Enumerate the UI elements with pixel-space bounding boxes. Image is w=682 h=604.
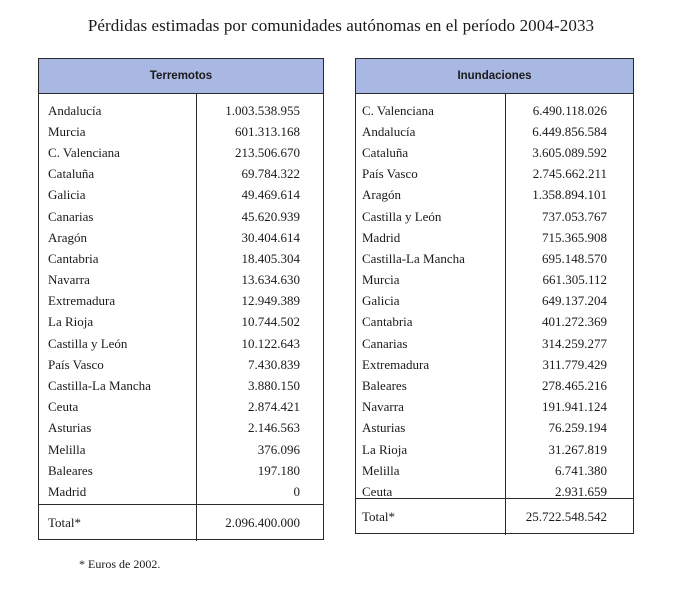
loss-value: 661.305.112 <box>542 272 607 288</box>
terremotos-header: Terremotos <box>39 59 323 94</box>
loss-value: 12.949.389 <box>241 293 300 309</box>
inundaciones-header: Inundaciones <box>356 59 633 94</box>
region-name: País Vasco <box>48 356 104 372</box>
loss-value: 6.741.380 <box>555 462 607 478</box>
region-name: Cantabria <box>48 250 99 266</box>
loss-value: 197.180 <box>257 462 300 478</box>
table-row <box>356 164 633 185</box>
table-row <box>356 185 633 206</box>
region-name: Murcia <box>48 123 86 139</box>
table-row <box>356 227 633 248</box>
table-row <box>356 248 633 269</box>
page-title: Pérdidas estimadas por comunidades autónomas en el período 2004-2033 <box>87 16 595 35</box>
terremotos-rows <box>39 94 323 503</box>
loss-value: 13.634.630 <box>241 272 300 288</box>
loss-value: 31.267.819 <box>548 441 607 457</box>
inundaciones-total-row <box>356 499 633 535</box>
region-name: Cataluña <box>48 166 95 182</box>
loss-value: 76.259.194 <box>548 420 607 436</box>
table-row <box>39 397 323 418</box>
loss-value: 45.620.939 <box>241 208 300 224</box>
column-divider <box>505 499 506 535</box>
table-row <box>39 439 323 460</box>
loss-value: 1.358.894.101 <box>532 187 607 203</box>
region-name: Madrid <box>48 483 87 499</box>
region-name: Galicia <box>48 187 86 203</box>
region-name: Baleares <box>362 378 407 394</box>
table-row <box>356 312 633 333</box>
region-name: Murcia <box>362 272 400 288</box>
loss-value: 49.469.614 <box>241 187 300 203</box>
region-name: La Rioja <box>48 314 94 330</box>
terremotos-total-row <box>39 505 323 541</box>
region-name: Cantabria <box>362 314 413 330</box>
region-name: Baleares <box>48 462 93 478</box>
total-value: 2.096.400.000 <box>225 515 300 530</box>
loss-value: 311.779.429 <box>542 356 607 372</box>
loss-value: 3.605.089.592 <box>532 144 607 160</box>
region-name: Extremadura <box>48 293 116 309</box>
region-name: Castilla-La Mancha <box>48 378 151 394</box>
loss-value: 376.096 <box>257 441 300 457</box>
table-row <box>356 375 633 396</box>
table-row <box>39 206 323 227</box>
loss-value: 2.874.421 <box>248 399 300 415</box>
terremotos-body <box>39 94 323 505</box>
region-name: Navarra <box>362 399 404 415</box>
region-name: Canarias <box>362 335 408 351</box>
table-row <box>39 227 323 248</box>
table-row <box>356 100 633 121</box>
loss-value: 278.465.216 <box>542 378 607 394</box>
loss-value: 2.931.659 <box>555 483 607 499</box>
loss-value: 6.449.856.584 <box>532 123 607 139</box>
region-name: Asturias <box>362 420 406 436</box>
region-name: Asturias <box>48 420 92 436</box>
table-row <box>39 354 323 375</box>
table-row <box>39 460 323 481</box>
total-value: 25.722.548.542 <box>525 509 607 524</box>
loss-value: 3.880.150 <box>248 378 300 394</box>
table-row <box>356 121 633 142</box>
table-row <box>39 418 323 439</box>
total-label: Total* <box>362 509 396 524</box>
table-row <box>39 142 323 163</box>
table-row <box>39 375 323 396</box>
column-divider <box>196 505 197 541</box>
loss-value: 6.490.118.026 <box>532 102 607 118</box>
column-divider <box>196 94 197 504</box>
region-name: Castilla y León <box>48 335 128 351</box>
table-row <box>39 481 323 502</box>
loss-value: 18.405.304 <box>241 250 300 266</box>
table-row <box>356 333 633 354</box>
loss-value: 401.272.369 <box>542 314 607 330</box>
inundaciones-body <box>356 94 633 499</box>
table-row <box>39 312 323 333</box>
table-row <box>356 460 633 481</box>
loss-value: 7.430.839 <box>248 356 300 372</box>
total-label: Total* <box>48 515 82 530</box>
table-row <box>356 397 633 418</box>
table-row <box>39 100 323 121</box>
column-divider <box>505 94 506 498</box>
loss-value: 10.122.643 <box>241 335 300 351</box>
terremotos-table <box>38 58 324 540</box>
region-name: Ceuta <box>362 483 393 499</box>
region-name: Andalucía <box>362 123 416 139</box>
region-name: Aragón <box>48 229 87 245</box>
loss-value: 2.146.563 <box>248 420 300 436</box>
loss-value: 715.365.908 <box>542 229 607 245</box>
table-row <box>39 291 323 312</box>
region-name: Castilla-La Mancha <box>362 250 465 266</box>
loss-value: 0 <box>293 483 300 499</box>
table-row <box>39 121 323 142</box>
region-name: Madrid <box>362 229 401 245</box>
loss-value: 1.003.538.955 <box>225 102 300 118</box>
region-name: C. Valenciana <box>362 102 434 118</box>
inundaciones-rows <box>356 94 633 503</box>
footnote: * Euros de 2002. <box>79 557 161 571</box>
table-row <box>39 248 323 269</box>
table-row <box>356 439 633 460</box>
region-name: Canarias <box>48 208 94 224</box>
table-row <box>356 206 633 227</box>
loss-value: 601.313.168 <box>235 123 300 139</box>
region-name: Melilla <box>362 462 400 478</box>
region-name: C. Valenciana <box>48 144 120 160</box>
loss-value: 737.053.767 <box>542 208 607 224</box>
table-row <box>39 333 323 354</box>
table-row <box>39 270 323 291</box>
region-name: Melilla <box>48 441 86 457</box>
loss-value: 649.137.204 <box>542 293 607 309</box>
table-row <box>356 354 633 375</box>
table-row <box>39 185 323 206</box>
table-row <box>356 291 633 312</box>
loss-value: 213.506.670 <box>235 144 300 160</box>
loss-value: 695.148.570 <box>542 250 607 266</box>
region-name: Galicia <box>362 293 400 309</box>
region-name: Aragón <box>362 187 401 203</box>
inundaciones-table <box>355 58 634 534</box>
loss-value: 10.744.502 <box>241 314 300 330</box>
region-name: Extremadura <box>362 356 430 372</box>
table-row <box>356 418 633 439</box>
loss-value: 30.404.614 <box>241 229 300 245</box>
region-name: Andalucía <box>48 102 102 118</box>
loss-value: 2.745.662.211 <box>532 166 607 182</box>
region-name: Cataluña <box>362 144 409 160</box>
loss-value: 69.784.322 <box>241 166 300 182</box>
table-row <box>356 142 633 163</box>
loss-value: 191.941.124 <box>542 399 607 415</box>
region-name: País Vasco <box>362 166 418 182</box>
region-name: Ceuta <box>48 399 79 415</box>
loss-value: 314.259.277 <box>542 335 607 351</box>
region-name: La Rioja <box>362 441 408 457</box>
table-row <box>356 270 633 291</box>
table-row <box>39 164 323 185</box>
region-name: Navarra <box>48 272 90 288</box>
region-name: Castilla y León <box>362 208 442 224</box>
